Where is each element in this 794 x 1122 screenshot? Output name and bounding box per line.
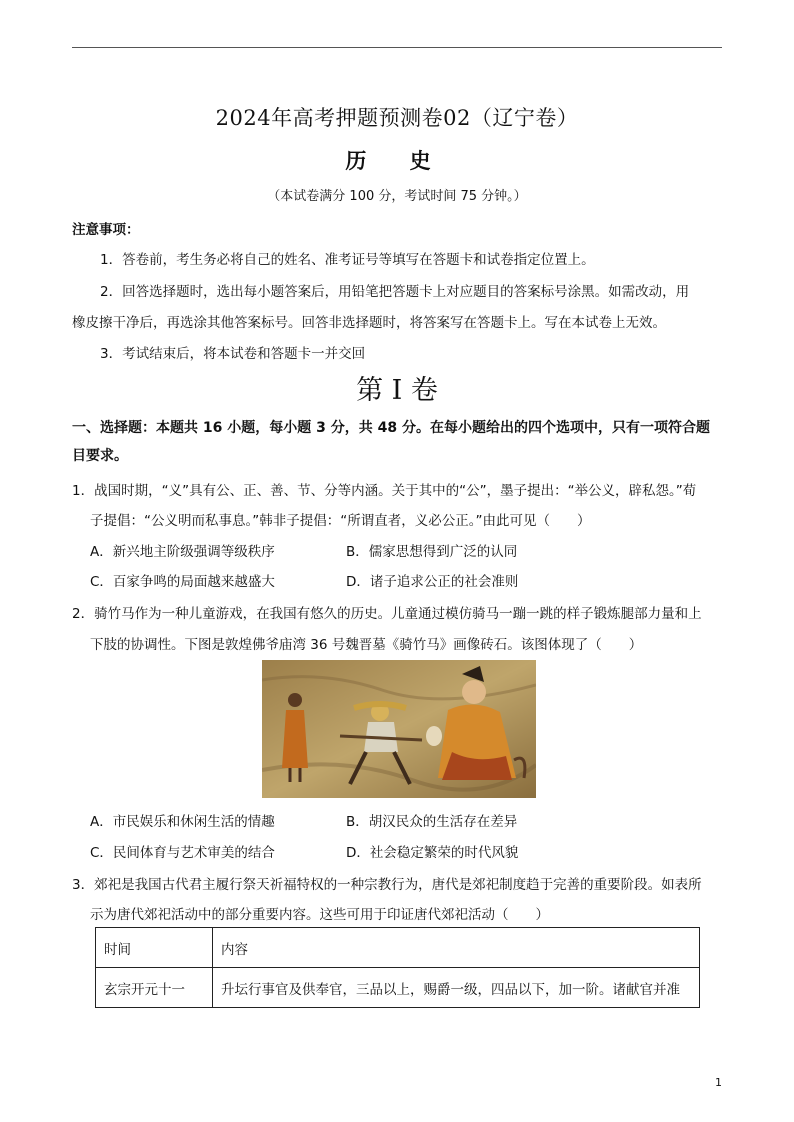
q2-line-1: 2．骑竹马作为一种儿童游戏，在我国有悠久的历史。儿童通过模仿骑马一蹦一跳的样子锻炼腿部力量和上: [72, 606, 702, 622]
q1-option-d: D．诸子追求公正的社会准则: [346, 574, 519, 590]
q2-option-d: D．社会稳定繁荣的时代风貌: [346, 845, 519, 861]
table-row: [96, 968, 700, 1008]
table-cell-content: 升坛行事官及供奉官，三品以上，赐爵一级，四品以下，加一阶。诸献官并准: [213, 968, 700, 1008]
part-title: 第 I 卷: [356, 375, 438, 406]
table-header-row: [96, 928, 700, 968]
q3-table: [95, 927, 700, 1008]
q2-option-b: B．胡汉民众的生活存在差异: [346, 814, 518, 830]
notice-item-3: 3．考试结束后，将本试卷和答题卡一并交回: [100, 346, 366, 362]
table-header-time: 时间: [96, 928, 213, 968]
page-number: 1: [715, 1076, 722, 1089]
q3-line-1: 3．郊祀是我国古代君主履行祭天祈福特权的一种宗教行为，唐代是郊祀制度趋于完善的重要阶段。如表所: [72, 877, 702, 893]
table-cell-time: 玄宗开元十一: [96, 968, 213, 1008]
notice-item-2-line-2: 橡皮擦干净后，再选涂其他答案标号。回答非选择题时，将答案写在答题卡上。写在本试卷上无效。: [72, 315, 666, 331]
q3-line-2: 示为唐代郊祀活动中的部分重要内容。这些可用于印证唐代郊祀活动（ ）: [90, 907, 549, 923]
header-rule: [72, 47, 722, 48]
q1-option-c: C．百家争鸣的局面越来越盛大: [90, 574, 275, 590]
q2-option-c: C．民间体育与艺术审美的结合: [90, 845, 275, 861]
subject-text: 历 史: [345, 148, 449, 173]
subject-title: [0, 145, 794, 175]
score-note: （本试卷满分 100 分，考试时间 75 分钟。）: [267, 189, 527, 204]
exam-title: 2024年高考押题预测卷02（辽宁卷）: [215, 106, 579, 130]
q1-line-2: 子提倡：“公义明而私事息。”韩非子提倡：“所谓直者，义必公正。”由此可见（ ）: [90, 513, 591, 529]
notice-item-1: 1．答卷前，考生务必将自己的姓名、准考证号等填写在答题卡和试卷指定位置上。: [100, 252, 595, 268]
q2-line-2: 下肢的协调性。下图是敦煌佛爷庙湾 36 号魏晋墓《骑竹马》画像砖石。该图体现了（ ）: [90, 637, 643, 653]
q1-option-a: A．新兴地主阶级强调等级秩序: [90, 544, 275, 560]
notice-heading: 注意事项：: [72, 222, 140, 238]
section-heading: 一、选择题：本题共 16 小题，每小题 3 分，共 48 分。在每小题给出的四个选项中，只有一项符合题目要求。: [72, 420, 710, 464]
notice-item-2-line-1: 2．回答选择题时，选出每小题答案后，用铅笔把答题卡上对应题目的答案标号涂黑。如需改动，用: [100, 284, 690, 300]
q2-option-a: A．市民娱乐和休闲生活的情趣: [90, 814, 275, 830]
table-header-content: 内容: [213, 928, 700, 968]
q1-line-1: 1．战国时期，“义”具有公、正、善、节、分等内涵。关于其中的“公”，墨子提出：“举公义，辟私怨。”荀: [72, 483, 697, 499]
riding-bamboo-horse-painting: [262, 660, 536, 798]
q1-option-b: B．儒家思想得到广泛的认同: [346, 544, 518, 560]
